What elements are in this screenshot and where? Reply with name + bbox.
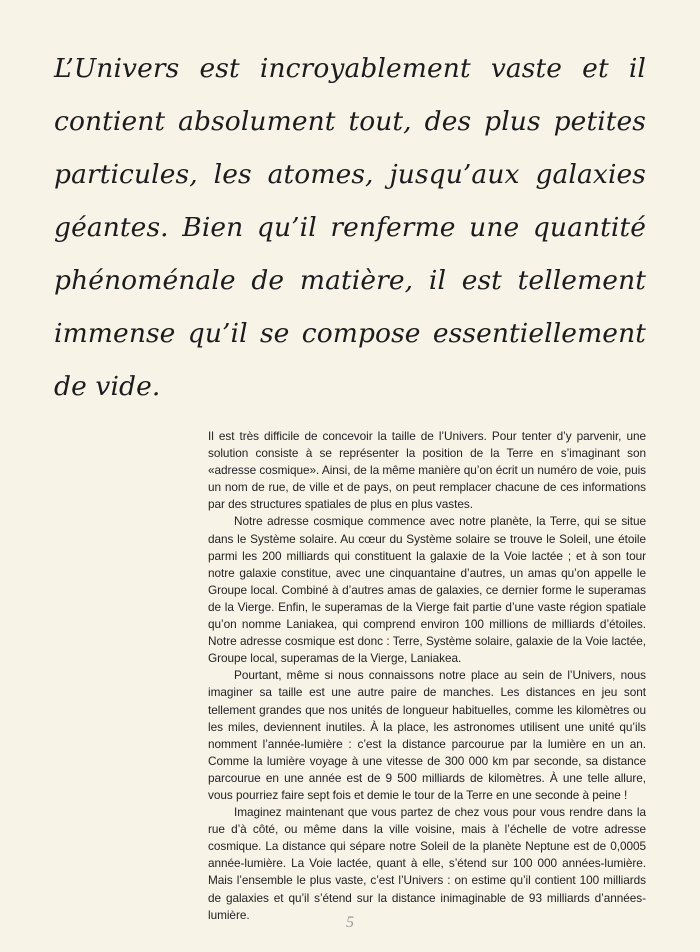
body-paragraph-1: Il est très difficile de concevoir la taille de l’Univers. Pour tenter d’y parvenir, une solution consiste à se représenter la position de la Terre en s’imaginant son «adresse cosmique». Ainsi, de la même manière qu’on écrit un numéro de voie, puis un nom de rue, de ville et de pays, on peut remplacer chacune de ces informations par des structures spatiales de plus en plus vastes. xyxy=(208,429,646,512)
page-number: 5 xyxy=(346,914,354,931)
intro-paragraph: L’Univers est incroyablement vaste et il contient absolument tout, des plus petites particules, les atomes, jusqu’aux galaxies géantes. Bien qu’il renferme une quantité phénoménale de matière, il est tellement immense qu’il se compose essentiellement de vide. xyxy=(54,53,646,402)
body-paragraph-4: Imaginez maintenant que vous partez de chez vous pour vous rendre dans la rue d’à côté, ou même dans la ville voisine, mais à l’échelle de votre adresse cosmique. La distance qui sépare notre Soleil de la planète Neptune est de 0,0005 année-lumière. La Voie lactée, quant à elle, s’étend sur 100 000 années-lumière. Mais l’ensemble le plus vaste, c’est l’Univers : on estime qu’il contient 100 milliards de galaxies et qu’il s’étend sur la distance inimaginable de 93 milliards d’années-lumière. xyxy=(208,805,646,922)
body-paragraph-2: Notre adresse cosmique commence avec notre planète, la Terre, qui se situe dans le Système solaire. Au cœur du Système solaire se trouve le Soleil, une étoile parmi les 200 milliards qui constituent la galaxie de la Voie lactée ; et à son tour notre galaxie constitue, avec une cinquantaine d’autres, un amas qu’on appelle le Groupe local. Combiné à d’autres amas de galaxies, ce dernier forme le superamas de la Vierge. Enfin, le superamas de la Vierge fait partie d’une vaste région spatiale qu’on nomme Laniakea, qui comprend environ 100 millions de milliards d’étoiles. Notre adresse cosmique est donc : Terre, Système solaire, galaxie de la Voie lactée, Groupe local, superamas de la Vierge, Laniakea. xyxy=(208,514,646,666)
body-text xyxy=(208,428,646,924)
body-paragraph-3: Pourtant, même si nous connaissons notre place au sein de l’Univers, nous imaginer sa taille est une autre paire de manches. Les distances en jeu sont tellement grandes que nos unités de longueur habituelles, comme les kilomètres ou les miles, deviennent inutiles. À la place, les astronomes utilisent une unité qu’ils nomment l’année-lumière : c’est la distance parcourue par la lumière en un an. Comme la lumière voyage à une vitesse de 300 000 km par seconde, sa distance parcourue en une année est de 9 500 milliards de kilomètres. À une telle allure, vous pourriez faire sept fois et demie le tour de la Terre en une seconde à peine ! xyxy=(208,668,646,802)
